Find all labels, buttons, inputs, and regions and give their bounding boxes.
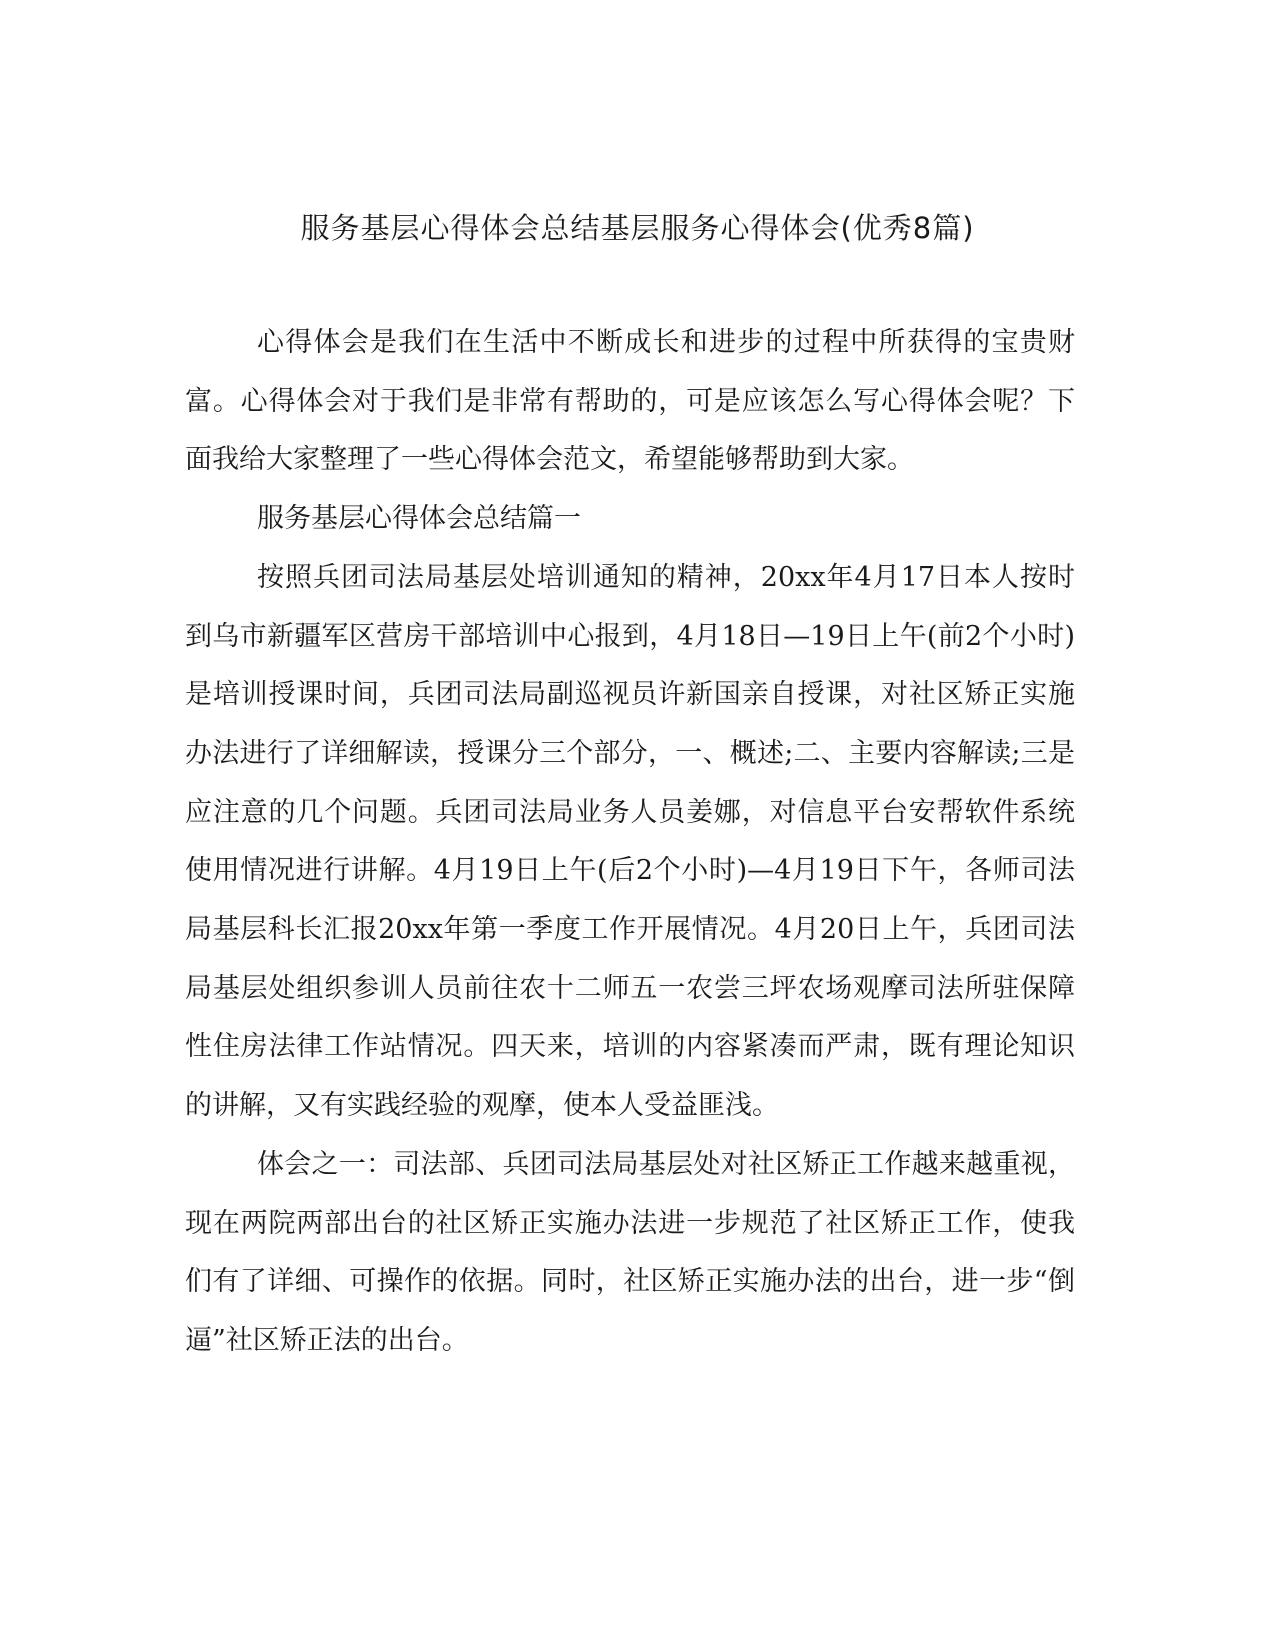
intro-paragraph: 心得体会是我们在生活中不断成长和进步的过程中所获得的宝贵财富。心得体会对于我们是非常有帮助的，可是应该怎么写心得体会呢？下面我给大家整理了一些心得体会范文，希望能够帮助到大家。: [185, 327, 1075, 476]
training-paragraph: 按照兵团司法局基层处培训通知的精神，20xx年4月17日本人按时到乌市新疆军区营房干部培训中心报到，4月18日—19日上午(前2个小时)是培训授课时间，兵团司法局副巡视员许新国亲自授课，对社区矫正实施办法进行了详细解读，授课分三个部分，一、概述;二、主要内容解读;三是应注意的几个问题。兵团司法局业务人员姜娜，对信息平台安帮软件系统使用情况进行讲解。4月19日上午(后2个小时)—4月19日下午，各师司法局基层科长汇报20xx年第一季度工作开展情况。4月20日上午，兵团司法局基层处组织参训人员前往农十二师五一农尝三坪农场观摩司法所驻保障性住房法律工作站情况。四天来，培训的内容紧凑而严肃，既有理论知识的讲解，又有实践经验的观摩，使本人受益匪浅。: [185, 561, 1075, 1122]
experience-paragraph: 体会之一：司法部、兵团司法局基层处对社区矫正工作越来越重视，现在两院两部出台的社区矫正实施办法进一步规范了社区矫正工作，使我们有了详细、可操作的依据。同时，社区矫正实施办法的出台，进一步“倒逼”社区矫正法的出台。: [185, 1148, 1075, 1356]
section-heading: 服务基层心得体会总结篇一: [257, 503, 581, 535]
document-title: 服务基层心得体会总结基层服务心得体会(优秀8篇): [300, 211, 975, 245]
document-body: [185, 314, 1075, 1371]
